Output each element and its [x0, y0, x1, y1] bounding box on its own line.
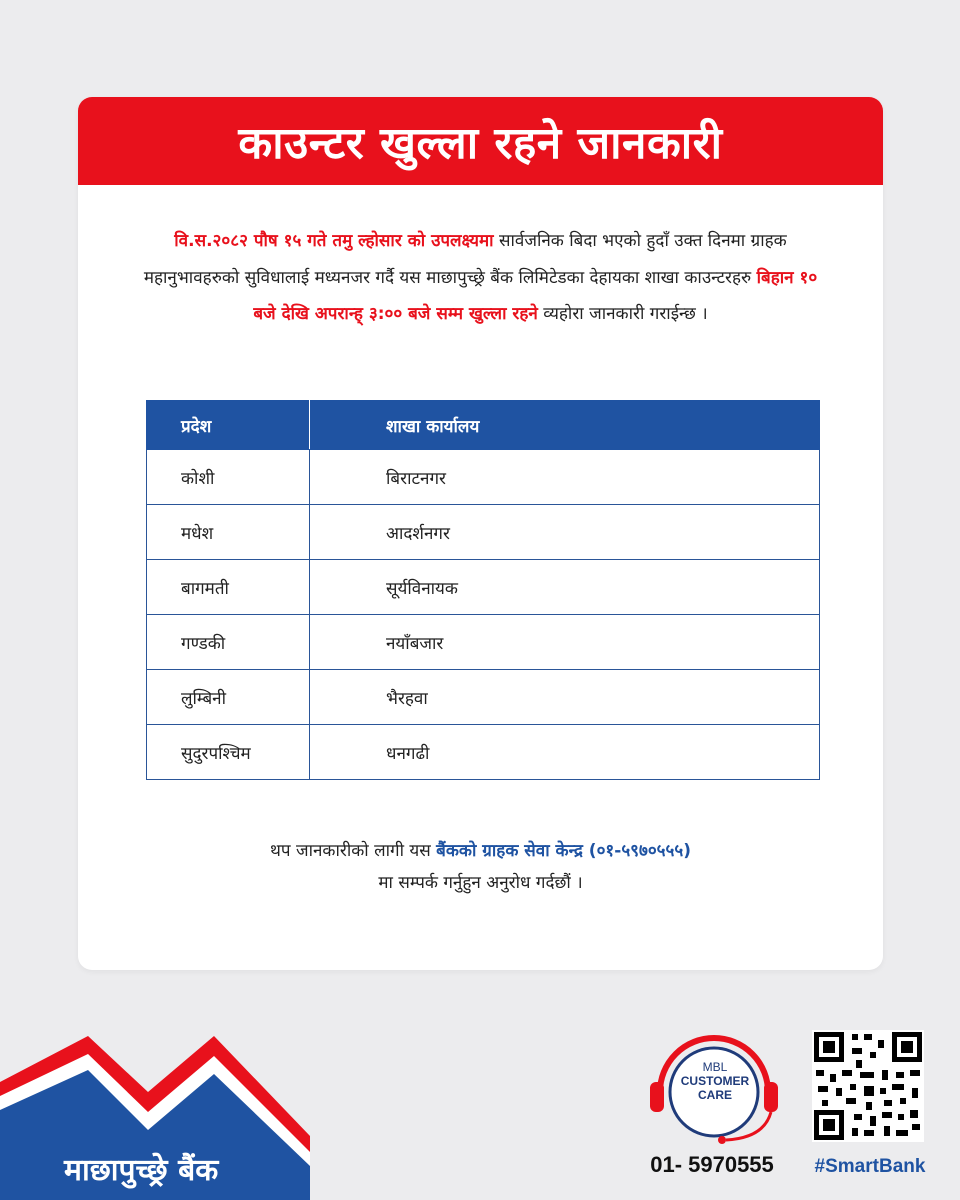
branch-cell: भैरहवा	[310, 670, 820, 725]
page-title: काउन्टर खुल्ला रहने जानकारी	[78, 97, 883, 185]
province-cell: लुम्बिनी	[147, 670, 310, 725]
column-header-province: प्रदेश	[147, 401, 310, 450]
column-header-branch: शाखा कार्यालय	[310, 401, 820, 450]
table-row	[147, 505, 820, 560]
intro-paragraph	[138, 223, 823, 333]
table-row	[147, 615, 820, 670]
notice-card	[78, 97, 883, 970]
branch-cell: नयाँबजार	[310, 615, 820, 670]
care-line-1: MBL	[702, 1060, 728, 1074]
bank-logo-text: माछापुच्छ्रे बैंक	[64, 1153, 219, 1188]
branch-cell: धनगढी	[310, 725, 820, 780]
care-line-3: CARE	[697, 1088, 732, 1102]
phone-number[interactable]: 01- 5970555	[650, 1152, 774, 1177]
table-row	[147, 725, 820, 780]
branch-table	[146, 400, 820, 780]
intro-date-highlight: वि.स.२०८२ पौष १५ गते तमु ल्होसार को उपलक्ष्यमा	[174, 231, 494, 251]
care-line-2: CUSTOMER	[680, 1074, 750, 1088]
province-cell: कोशी	[147, 450, 310, 505]
intro-text: सार्वजनिक बिदा भएको हुदाँ उक्त दिनमा ग्राहक महानुभावहरुको सुविधालाई मध्यनजर गर्दै यस माछापुच्छ्रे बैंक लिमिटेडका देहायका शाखा काउन्टरहरु	[143, 231, 787, 288]
table-row	[147, 560, 820, 615]
province-cell: सुदुरपश्चिम	[147, 725, 310, 780]
customer-care-label	[672, 1060, 758, 1102]
province-cell: गण्डकी	[147, 615, 310, 670]
branch-cell: आदर्शनगर	[310, 505, 820, 560]
contact-text: थप जानकारीको लागी यस	[270, 841, 437, 861]
table-row	[147, 670, 820, 725]
table-row	[147, 450, 820, 505]
contact-line-2: मा सम्पर्क गर्नुहुन अनुरोध गर्दछौं ।	[378, 873, 583, 893]
customer-care-link[interactable]: बैंकको ग्राहक सेवा केन्द्र (०१-५९७०५५५)	[436, 841, 691, 861]
contact-note	[78, 835, 883, 899]
intro-text-end: व्यहोरा जानकारी गराईन्छ ।	[537, 304, 708, 324]
province-cell: मधेश	[147, 505, 310, 560]
contact-line-1	[78, 835, 883, 867]
intro-time-highlight: बिहान १० बजे देखि अपरान्ह् ३:०० बजे सम्म खुल्ला रहने	[253, 267, 818, 324]
table-header-row	[147, 401, 820, 450]
qr-code[interactable]	[812, 1030, 924, 1142]
hashtag-label: #SmartBank	[814, 1156, 926, 1177]
branch-cell: बिराटनगर	[310, 450, 820, 505]
branch-cell: सूर्यविनायक	[310, 560, 820, 615]
province-cell: बागमती	[147, 560, 310, 615]
